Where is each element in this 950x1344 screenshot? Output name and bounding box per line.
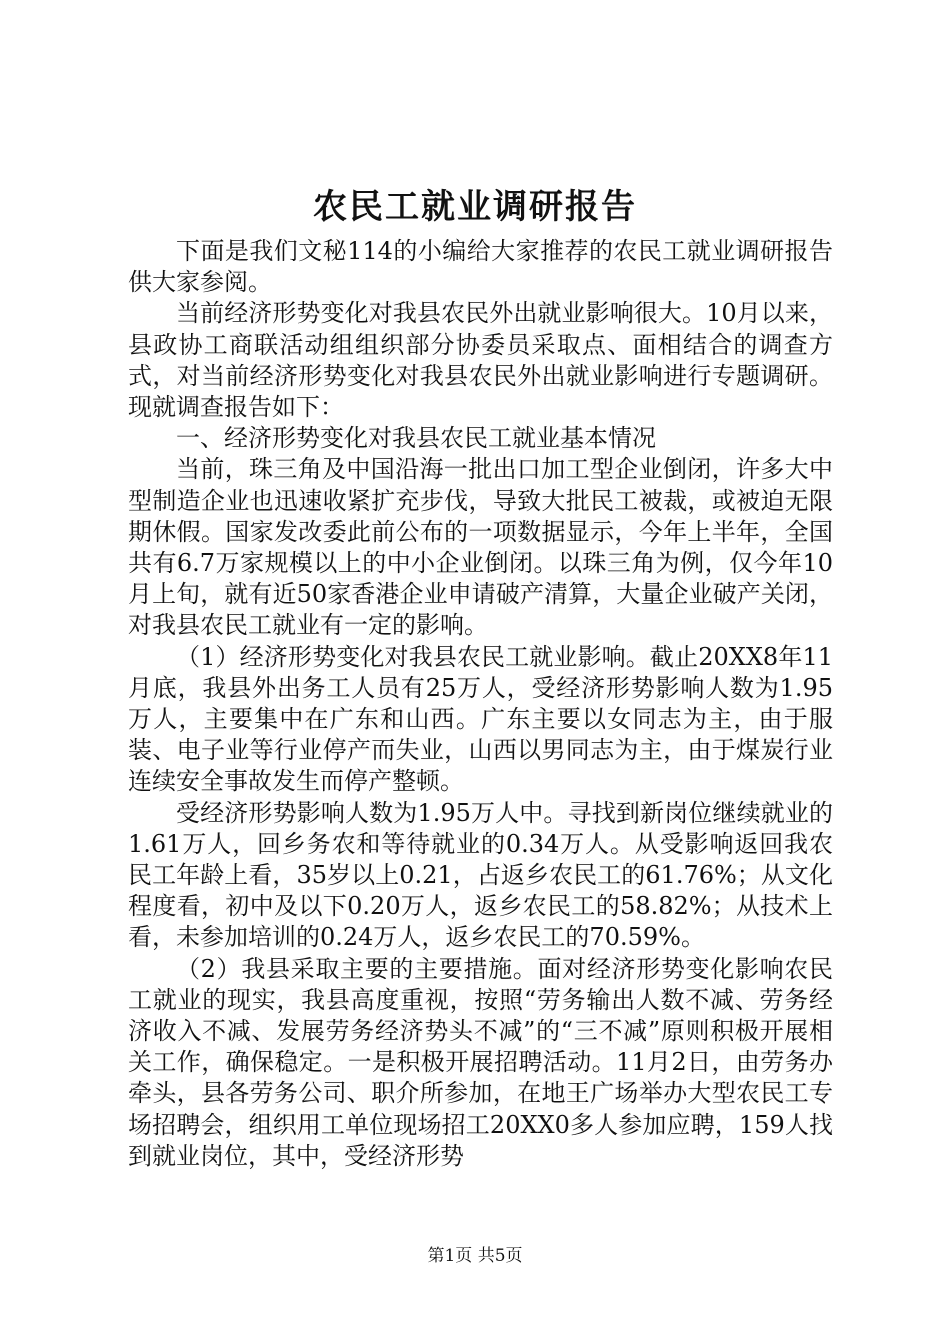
section-heading-1: 一、经济形势变化对我县农民工就业基本情况 [176, 424, 656, 453]
paragraph-intro: 下面是我们文秘114的小编给大家推荐的农民工就业调研报告供大家参阅。 [128, 237, 833, 297]
paragraph-statistics: 受经济形势影响人数为1.95万人中。寻找到新岗位继续就业的1.61万人，回乡务农和等待就业的0.34万人。从受影响返回我农民工年龄上看，35岁以上0.21，占返乡农民工的61.76%；从文化程度看，初中及以下0.20万人，返乡农民工的58.82%；从技术上看，未参加培训的0.24万人，返乡农民工的70.59%。 [128, 798, 833, 952]
paragraph-impact: （1）经济形势变化对我县农民工就业影响。截止20XX8年11月底，我县外出务工人员有25万人，受经济形势影响人数为1.95万人，主要集中在广东和山西。广东主要以女同志为主，由于服装、电子业等行业停产而失业，山西以男同志为主，由于煤炭行业连续安全事故发生而停产整顿。 [128, 642, 833, 796]
page-footer: 第1页 共5页 [427, 1246, 523, 1266]
document-title: 农民工就业调研报告 [313, 187, 637, 227]
paragraph-measures: （2）我县采取主要的主要措施。面对经济形势变化影响农民工就业的现实，我县高度重视，按照“劳务输出人数不减、劳务经济收入不减、发展劳务经济势头不减”的“三不减”原则积极开展相关工作，确保稳定。一是积极开展招聘活动。11月2日，由劳务办牵头，县各劳务公司、职介所参加，在地王广场举办大型农民工专场招聘会，组织用工单位现场招工20XX0多人参加应聘，159人找到就业岗位，其中，受经济形势 [128, 954, 833, 1170]
paragraph-background: 当前经济形势变化对我县农民外出就业影响很大。10月以来，县政协工商联活动组组织部分协委员采取点、面相结合的调查方式，对当前经济形势变化对我县农民外出就业影响进行专题调研。现就调查报告如下： [128, 299, 833, 422]
paragraph-situation: 当前，珠三角及中国沿海一批出口加工型企业倒闭，许多大中型制造企业也迅速收紧扩充步伐，导致大批民工被裁，或被迫无限期休假。国家发改委此前公布的一项数据显示，今年上半年，全国共有6.7万家规模以上的中小企业倒闭。以珠三角为例，仅今年10月上旬，就有近50家香港企业申请破产清算，大量企业破产关闭，对我县农民工就业有一定的影响。 [128, 455, 833, 640]
document-body [128, 236, 833, 1172]
